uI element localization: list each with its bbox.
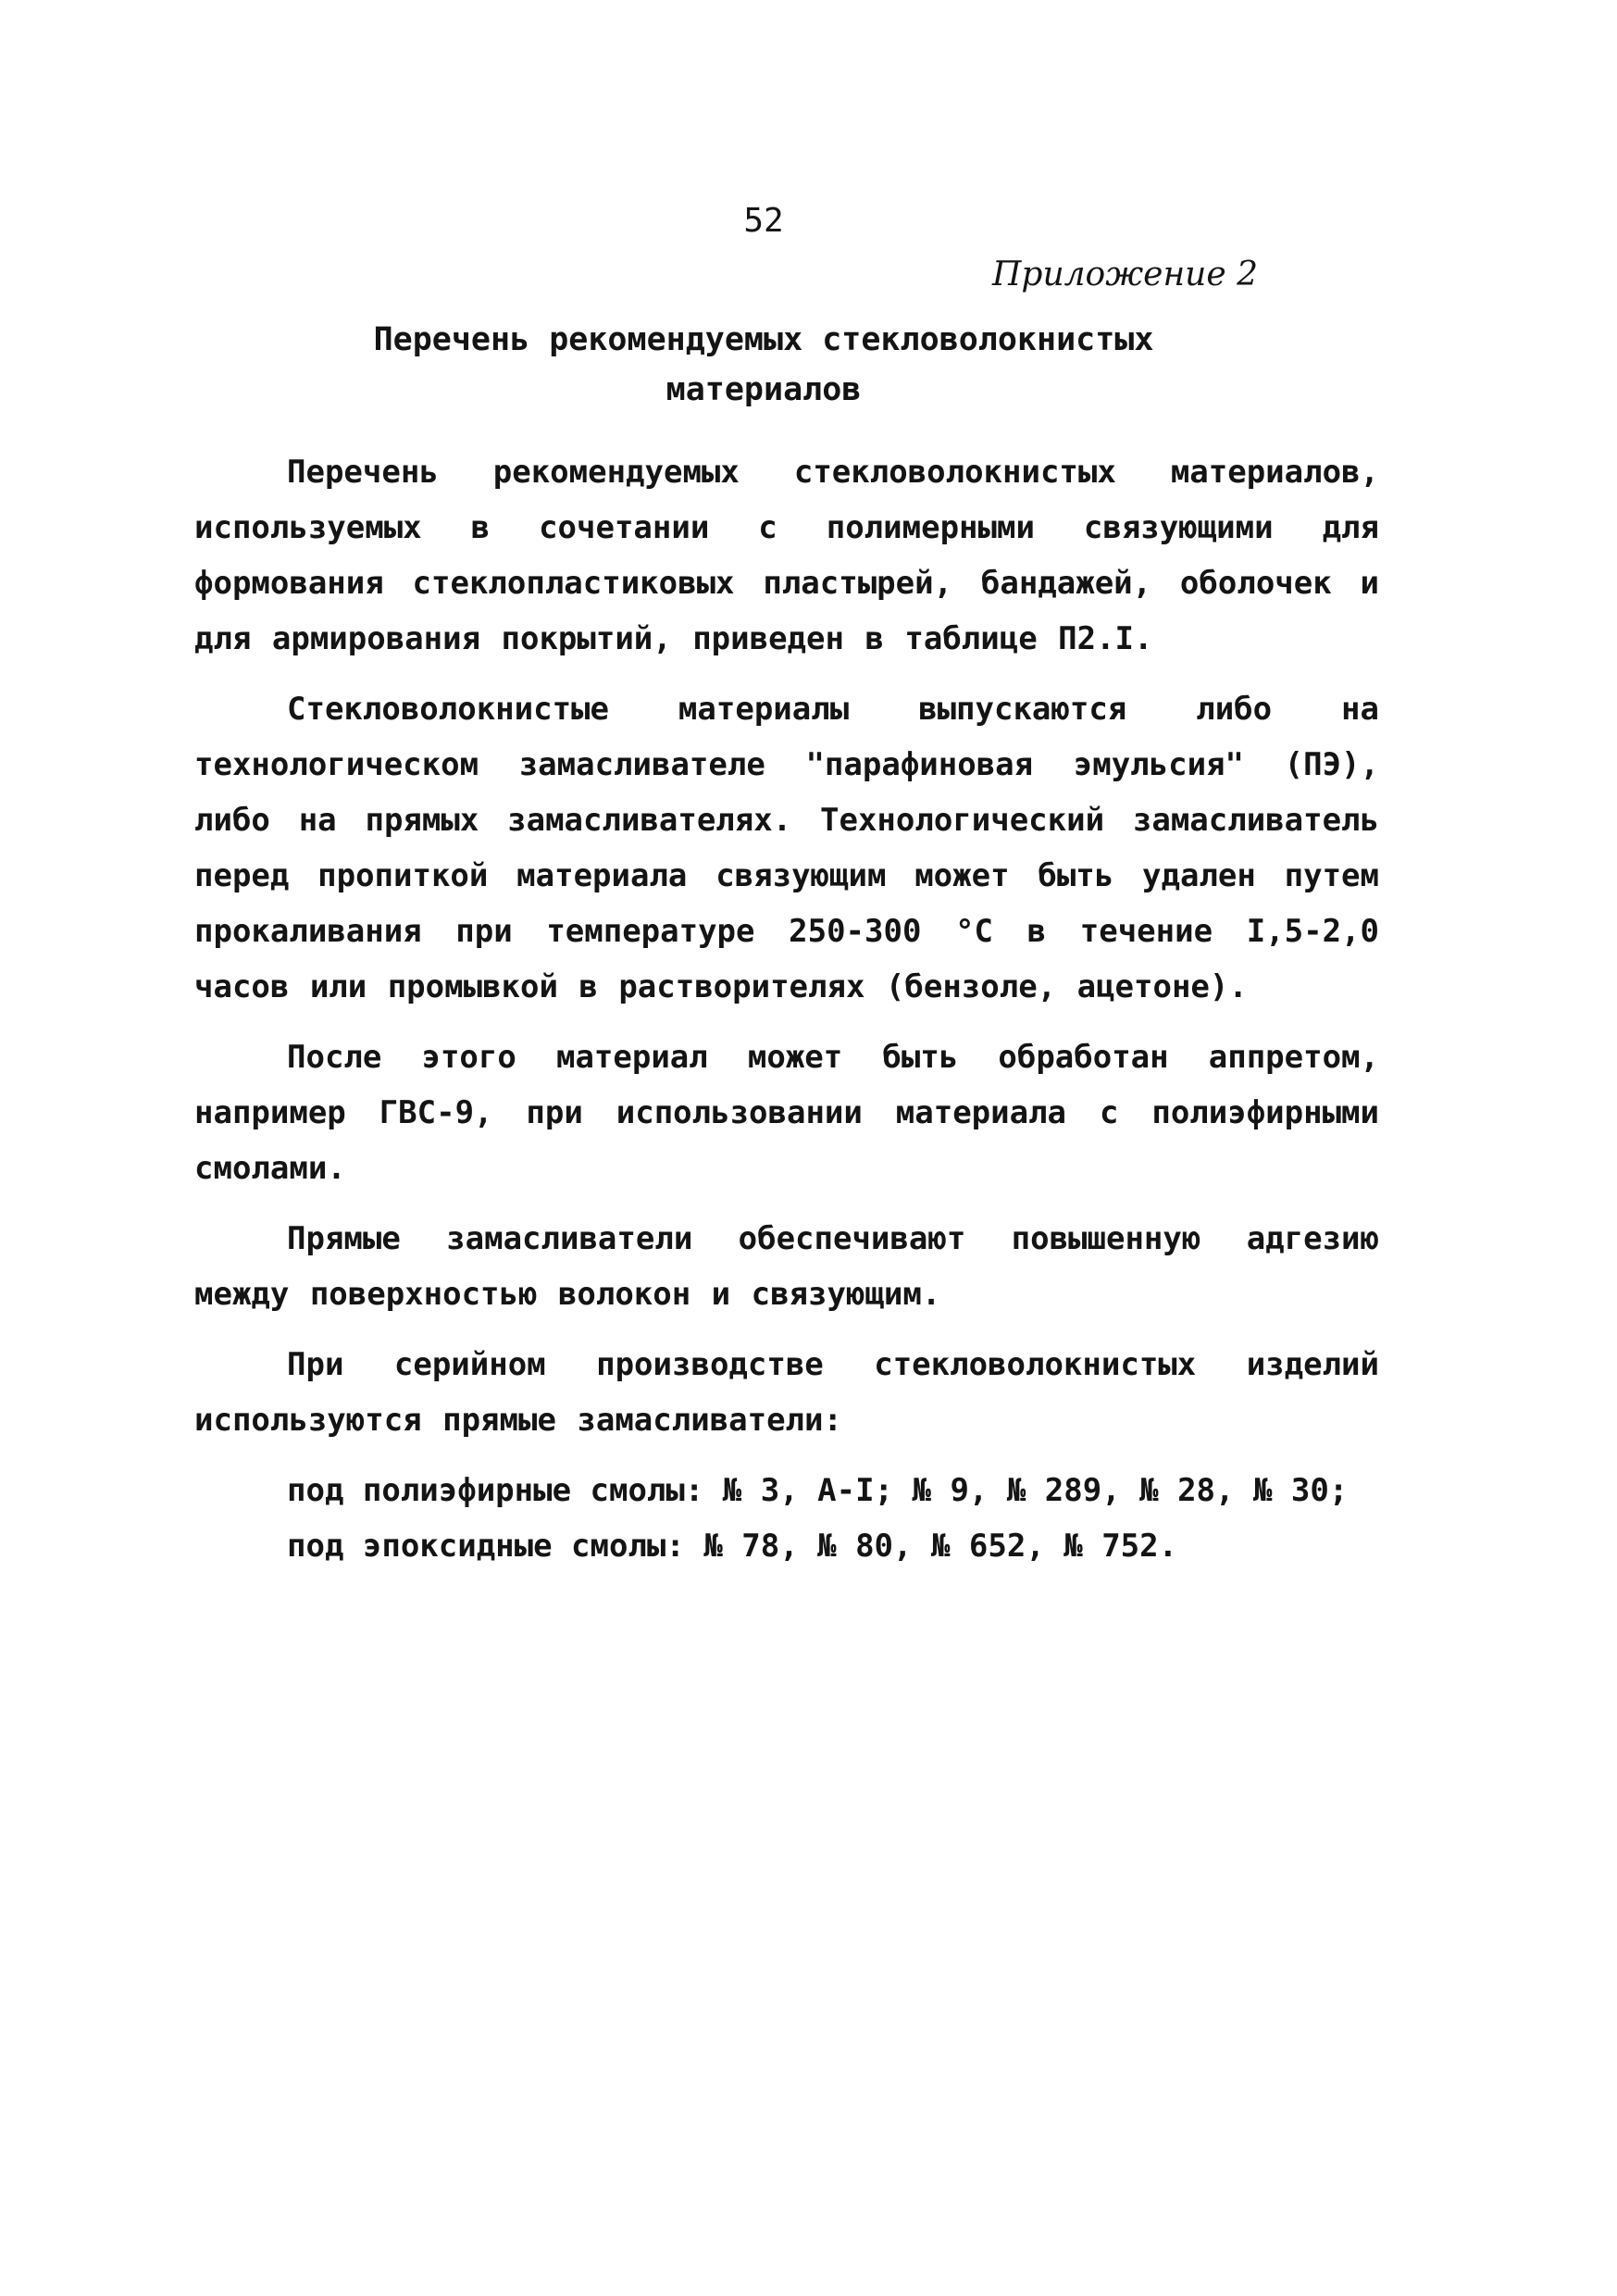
paragraph-2: Стекловолокнистые материалы выпускаются либо на технологическом замасливателе "парафиновая эмульсия" (ПЭ), либо на прямых замасливателях. Технологический замасливатель перед пропиткой материала связующим может быть удален путем прокаливания при температуре 250-300 °С в течение I,5-2,0 часов или промывкой в растворителях (бензоле, ацетоне). (194, 691, 1379, 1005)
appendix-label: Приложение 2 (992, 256, 1258, 293)
page-number: 52 (743, 202, 784, 240)
paragraph-4: Прямые замасливатели обеспечивают повышенную адгезию между поверхностью волокон и связующим. (194, 1220, 1379, 1313)
list-item: под эпоксидные смолы: № 78, № 80, № 652, № 752. (287, 1528, 1178, 1565)
paragraph-3: После этого материал может быть обработан аппретом, например ГВС-9, при использовании материала с полиэфирными смолами. (194, 1039, 1379, 1187)
list-item: под полиэфирные смолы: № 3, А-I; № 9, № 289, № 28, № 30; (287, 1472, 1349, 1509)
paragraph-1: Перечень рекомендуемых стекловолокнистых материалов, используемых в сочетании с полимерными связующими для формования стеклопластиковых пластырей, бандажей, оболочек и для армирования покрытий, приведен в таблице П2.I. (194, 454, 1379, 657)
paragraph-5: При серийном производстве стекловолокнистых изделий используются прямые замасливатели: (194, 1346, 1379, 1439)
body-text (194, 444, 1379, 1574)
title-line-2: материалов (665, 371, 862, 408)
title-line-1: Перечень рекомендуемых стекловолокнистых (373, 321, 1154, 358)
sizing-list (194, 1463, 1379, 1574)
document-title (0, 315, 1527, 415)
